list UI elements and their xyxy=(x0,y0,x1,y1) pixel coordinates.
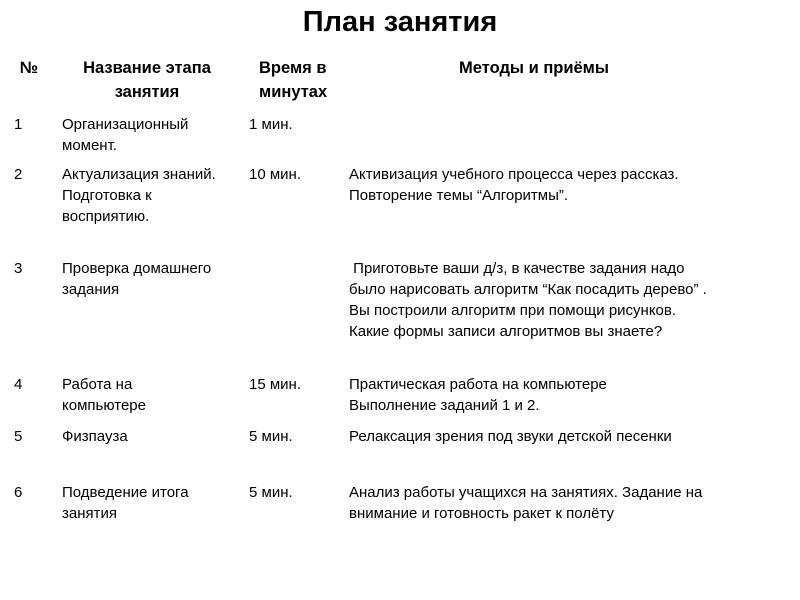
stage-name-line: Работа на xyxy=(62,376,133,393)
stage-methods xyxy=(349,164,679,206)
stage-time: 15 мин. xyxy=(249,376,301,393)
header-time xyxy=(249,56,355,104)
stage-methods-line: Повторение темы “Алгоритмы”. xyxy=(349,187,569,204)
stage-name-line: задания xyxy=(62,281,120,298)
stage-methods-line: Анализ работы учащихся на занятиях. Задание на xyxy=(349,484,703,501)
stage-methods xyxy=(349,426,672,447)
stage-name xyxy=(62,114,188,156)
stage-name xyxy=(62,426,128,447)
header-methods: Методы и приёмы xyxy=(459,59,609,77)
row-number: 1 xyxy=(14,116,23,133)
stage-name-line: Организационный xyxy=(62,116,189,133)
stage-name xyxy=(62,164,216,227)
stage-time: 10 мин. xyxy=(249,166,301,183)
stage-methods-line: Вы построили алгоритм при помощи рисунков. xyxy=(349,302,677,319)
stage-name-line: Актуализация знаний. xyxy=(62,166,216,183)
header-number: № xyxy=(19,59,39,77)
stage-name-line: Подготовка к xyxy=(62,187,152,204)
row-number: 3 xyxy=(14,260,23,277)
row-number: 2 xyxy=(14,166,23,183)
stage-name-line: Подведение итога xyxy=(62,484,189,501)
row-number: 6 xyxy=(14,484,23,501)
stage-methods-line: Выполнение заданий 1 и 2. xyxy=(349,397,540,414)
stage-methods xyxy=(349,374,607,416)
stage-methods xyxy=(349,482,702,524)
header-time-line: Время в xyxy=(259,59,327,77)
row-number: 4 xyxy=(14,376,23,393)
header-stage-name-line: занятия xyxy=(114,83,180,101)
stage-methods-line: было нарисовать алгоритм “Как посадить дерево” . xyxy=(349,281,707,298)
stage-methods-line: внимание и готовность ракет к полёту xyxy=(349,505,614,522)
stage-name xyxy=(62,258,211,300)
stage-name xyxy=(62,482,189,524)
stage-methods-line: Практическая работа на компьютере xyxy=(349,376,607,393)
stage-time: 1 мин. xyxy=(249,116,293,133)
stage-time: 5 мин. xyxy=(249,428,293,445)
stage-name-line: восприятию. xyxy=(62,208,150,225)
header-stage-name-line: Название этапа xyxy=(83,59,211,77)
stage-methods-line: Релаксация зрения под звуки детской песенки xyxy=(349,428,672,445)
stage-methods-line: Какие формы записи алгоритмов вы знаете? xyxy=(349,323,663,340)
page-title: План занятия xyxy=(302,6,498,38)
stage-methods xyxy=(349,258,707,342)
header-time-line: минутах xyxy=(259,83,328,101)
stage-name-line: компьютере xyxy=(62,397,146,414)
stage-time: 5 мин. xyxy=(249,484,293,501)
stage-methods-line: Приготовьте ваши д/з, в качестве задания надо xyxy=(349,260,685,277)
stage-name-line: момент. xyxy=(62,137,117,154)
header-stage-name xyxy=(62,56,232,104)
row-number: 5 xyxy=(14,428,23,445)
stage-name-line: занятия xyxy=(62,505,117,522)
stage-name-line: Проверка домашнего xyxy=(62,260,212,277)
stage-name-line: Физпауза xyxy=(62,428,128,445)
stage-methods-line: Активизация учебного процесса через рассказ. xyxy=(349,166,679,183)
stage-name xyxy=(62,374,146,416)
